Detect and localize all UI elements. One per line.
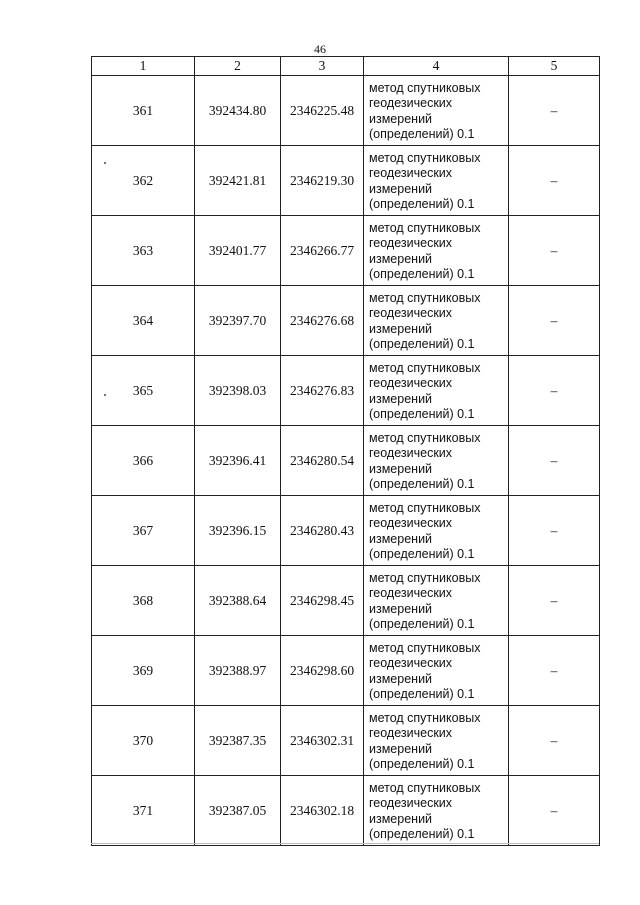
table-header bbox=[92, 57, 600, 76]
method-cell bbox=[364, 636, 509, 706]
table-row bbox=[92, 776, 600, 846]
x-coordinate-cell: 392387.35 bbox=[195, 706, 281, 776]
table-row bbox=[92, 426, 600, 496]
method-line: геодезических bbox=[369, 96, 453, 110]
method-line: (определений) 0.1 bbox=[369, 407, 475, 421]
method-line: метод спутниковых bbox=[369, 360, 481, 375]
method-line: (определений) 0.1 bbox=[369, 127, 475, 141]
header-col-3: 3 bbox=[281, 57, 364, 76]
x-coordinate-cell: 392387.05 bbox=[195, 776, 281, 846]
scan-speck bbox=[104, 394, 106, 396]
method-line: метод спутниковых bbox=[369, 430, 481, 445]
table-row bbox=[92, 706, 600, 776]
method-line: (определений) 0.1 bbox=[369, 267, 475, 281]
method-line: (определений) 0.1 bbox=[369, 757, 475, 771]
method-line: геодезических bbox=[369, 166, 453, 180]
y-coordinate-cell: 2346302.18 bbox=[281, 776, 364, 846]
note-cell: – bbox=[509, 76, 600, 146]
y-coordinate-cell: 2346302.31 bbox=[281, 706, 364, 776]
point-number-cell: 369 bbox=[92, 636, 195, 706]
method-cell bbox=[364, 216, 509, 286]
method-line: метод спутниковых bbox=[369, 570, 481, 585]
method-line: метод спутниковых bbox=[369, 500, 481, 515]
note-cell: – bbox=[509, 636, 600, 706]
scan-speck bbox=[104, 162, 106, 164]
point-number-cell: 370 bbox=[92, 706, 195, 776]
method-line: измерений bbox=[369, 461, 433, 476]
x-coordinate-cell: 392398.03 bbox=[195, 356, 281, 426]
method-cell bbox=[364, 426, 509, 496]
method-line: измерений bbox=[369, 111, 433, 126]
method-line: геодезических bbox=[369, 376, 453, 390]
method-line: геодезических bbox=[369, 656, 453, 670]
method-cell bbox=[364, 496, 509, 566]
method-line: метод спутниковых bbox=[369, 80, 481, 95]
point-number-cell: 363 bbox=[92, 216, 195, 286]
point-number-cell: 367 bbox=[92, 496, 195, 566]
method-line: измерений bbox=[369, 321, 433, 336]
note-cell: – bbox=[509, 776, 600, 846]
method-line: (определений) 0.1 bbox=[369, 337, 475, 351]
note-cell: – bbox=[509, 426, 600, 496]
method-line: геодезических bbox=[369, 306, 453, 320]
x-coordinate-cell: 392397.70 bbox=[195, 286, 281, 356]
x-coordinate-cell: 392434.80 bbox=[195, 76, 281, 146]
x-coordinate-cell: 392396.15 bbox=[195, 496, 281, 566]
method-line: измерений bbox=[369, 181, 433, 196]
method-line: (определений) 0.1 bbox=[369, 547, 475, 561]
note-cell: – bbox=[509, 566, 600, 636]
method-line: измерений bbox=[369, 391, 433, 406]
method-line: метод спутниковых bbox=[369, 220, 481, 235]
method-line: (определений) 0.1 bbox=[369, 687, 475, 701]
y-coordinate-cell: 2346298.45 bbox=[281, 566, 364, 636]
scan-edge-line bbox=[91, 843, 599, 844]
method-line: (определений) 0.1 bbox=[369, 197, 475, 211]
table-row bbox=[92, 496, 600, 566]
note-cell: – bbox=[509, 146, 600, 216]
method-line: метод спутниковых bbox=[369, 290, 481, 305]
method-line: геодезических bbox=[369, 446, 453, 460]
method-cell bbox=[364, 286, 509, 356]
x-coordinate-cell: 392421.81 bbox=[195, 146, 281, 216]
header-col-2: 2 bbox=[195, 57, 281, 76]
method-cell bbox=[364, 146, 509, 216]
header-row bbox=[92, 57, 600, 76]
table-row bbox=[92, 636, 600, 706]
method-line: геодезических bbox=[369, 586, 453, 600]
method-line: измерений bbox=[369, 741, 433, 756]
note-cell: – bbox=[509, 356, 600, 426]
table-row bbox=[92, 216, 600, 286]
table-row bbox=[92, 566, 600, 636]
method-line: измерений bbox=[369, 671, 433, 686]
point-number-cell: 368 bbox=[92, 566, 195, 636]
header-col-4: 4 bbox=[364, 57, 509, 76]
header-col-1: 1 bbox=[92, 57, 195, 76]
point-number-cell: 364 bbox=[92, 286, 195, 356]
method-cell bbox=[364, 776, 509, 846]
x-coordinate-cell: 392401.77 bbox=[195, 216, 281, 286]
method-cell bbox=[364, 356, 509, 426]
method-line: метод спутниковых bbox=[369, 710, 481, 725]
table-row bbox=[92, 286, 600, 356]
method-line: геодезических bbox=[369, 796, 453, 810]
note-cell: – bbox=[509, 216, 600, 286]
x-coordinate-cell: 392388.64 bbox=[195, 566, 281, 636]
y-coordinate-cell: 2346276.83 bbox=[281, 356, 364, 426]
method-line: измерений bbox=[369, 251, 433, 266]
method-line: (определений) 0.1 bbox=[369, 617, 475, 631]
y-coordinate-cell: 2346276.68 bbox=[281, 286, 364, 356]
note-cell: – bbox=[509, 496, 600, 566]
method-cell bbox=[364, 706, 509, 776]
method-line: метод спутниковых bbox=[369, 640, 481, 655]
point-number-cell: 361 bbox=[92, 76, 195, 146]
x-coordinate-cell: 392396.41 bbox=[195, 426, 281, 496]
method-line: (определений) 0.1 bbox=[369, 827, 475, 841]
method-line: метод спутниковых bbox=[369, 150, 481, 165]
table-row bbox=[92, 146, 600, 216]
note-cell: – bbox=[509, 706, 600, 776]
y-coordinate-cell: 2346266.77 bbox=[281, 216, 364, 286]
method-line: геодезических bbox=[369, 726, 453, 740]
point-number-cell: 365 bbox=[92, 356, 195, 426]
y-coordinate-cell: 2346280.43 bbox=[281, 496, 364, 566]
table-row bbox=[92, 356, 600, 426]
header-col-5: 5 bbox=[509, 57, 600, 76]
y-coordinate-cell: 2346280.54 bbox=[281, 426, 364, 496]
method-line: измерений bbox=[369, 531, 433, 546]
y-coordinate-cell: 2346298.60 bbox=[281, 636, 364, 706]
method-cell bbox=[364, 76, 509, 146]
point-number-cell: 362 bbox=[92, 146, 195, 216]
method-line: геодезических bbox=[369, 516, 453, 530]
method-line: метод спутниковых bbox=[369, 780, 481, 795]
method-line: измерений bbox=[369, 601, 433, 616]
method-cell bbox=[364, 566, 509, 636]
note-cell: – bbox=[509, 286, 600, 356]
table-row bbox=[92, 76, 600, 146]
table-body bbox=[92, 76, 600, 846]
point-number-cell: 371 bbox=[92, 776, 195, 846]
point-number-cell: 366 bbox=[92, 426, 195, 496]
method-line: измерений bbox=[369, 811, 433, 826]
page-number: 46 bbox=[314, 42, 326, 56]
x-coordinate-cell: 392388.97 bbox=[195, 636, 281, 706]
method-line: (определений) 0.1 bbox=[369, 477, 475, 491]
coordinates-table bbox=[91, 56, 600, 846]
y-coordinate-cell: 2346219.30 bbox=[281, 146, 364, 216]
method-line: геодезических bbox=[369, 236, 453, 250]
y-coordinate-cell: 2346225.48 bbox=[281, 76, 364, 146]
